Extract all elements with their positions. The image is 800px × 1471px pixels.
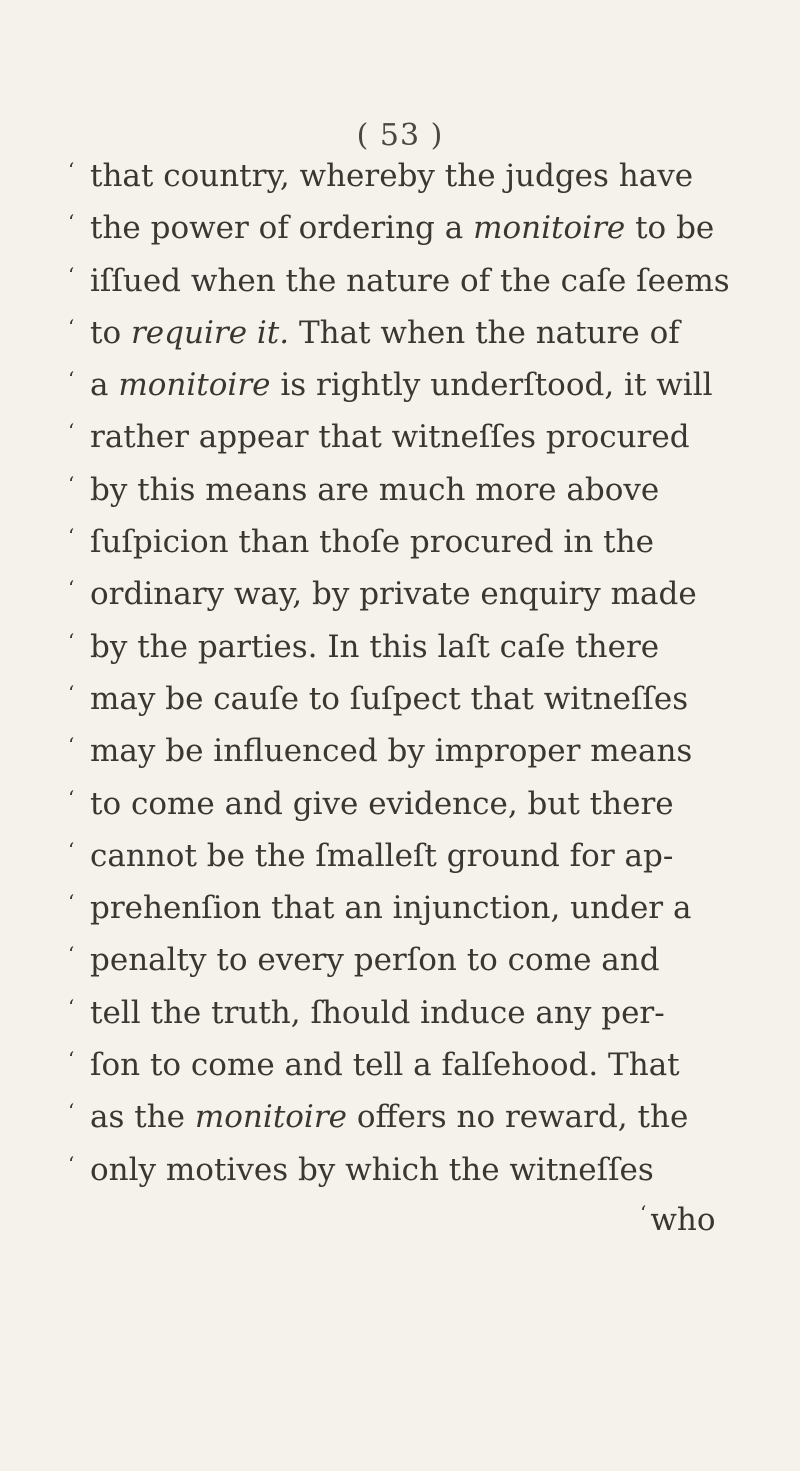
text-line xyxy=(68,987,768,1039)
line-text: penalty to every perſon to come and xyxy=(90,942,660,979)
quote-mark: ‘ xyxy=(68,890,75,915)
text-line xyxy=(68,673,768,725)
quote-mark: ‘ xyxy=(68,471,75,496)
quote-mark: ‘ xyxy=(68,680,75,705)
line-text: rather appear that witneſſes procured xyxy=(90,419,690,456)
line-text-tail: to be xyxy=(625,210,715,247)
line-text: by this means are much more above xyxy=(90,471,660,508)
italic-term: monitoire xyxy=(473,210,626,247)
quote-mark: ‘ xyxy=(68,419,75,444)
line-text: ordinary way, by private enquiry made xyxy=(90,576,697,613)
quote-mark: ‘ xyxy=(68,785,75,810)
line-text: as the xyxy=(90,1099,195,1136)
line-text: prehenſion that an injunction, under a xyxy=(90,890,692,927)
text-line xyxy=(68,359,768,411)
line-text: only motives by which the witneſſes xyxy=(90,1151,654,1188)
line-text: may be cauſe to ſuſpect that witneſſes xyxy=(90,680,689,717)
text-body xyxy=(68,150,768,1196)
text-line xyxy=(68,150,768,202)
quote-mark: ‘ xyxy=(68,210,75,235)
page-number: ( 53 ) xyxy=(356,118,444,153)
line-text-tail: is rightly underſtood, it will xyxy=(270,367,713,404)
line-text: that country, whereby the judges have xyxy=(90,158,694,194)
line-text: a xyxy=(90,367,119,404)
quote-mark: ‘ xyxy=(68,942,75,967)
line-text: to xyxy=(90,314,131,351)
text-line xyxy=(68,778,768,830)
quote-mark: ‘ xyxy=(68,524,75,549)
line-text: to come and give evidence, but there xyxy=(90,785,674,822)
quote-mark: ‘ xyxy=(68,314,75,339)
text-line xyxy=(68,411,768,463)
italic-term: monitoire xyxy=(194,1099,348,1136)
quote-mark: ‘ xyxy=(68,837,75,862)
quote-mark: ‘ xyxy=(68,262,75,287)
quote-mark: ‘ xyxy=(68,1099,75,1124)
quote-mark: ‘ xyxy=(68,1047,75,1072)
quote-mark: ‘ xyxy=(68,576,75,601)
text-line xyxy=(68,1039,768,1091)
text-line xyxy=(68,621,768,673)
text-line xyxy=(68,516,768,568)
line-text-tail: That when the nature of xyxy=(289,314,680,351)
quote-mark: ‘ xyxy=(68,158,75,182)
line-text: may be influenced by improper means xyxy=(90,733,693,770)
text-line xyxy=(68,255,768,307)
text-line xyxy=(68,725,768,777)
text-line xyxy=(68,830,768,882)
line-text: ſon to come and tell a falſehood. That xyxy=(90,1047,680,1084)
text-line xyxy=(68,464,768,516)
quote-mark: ‘ xyxy=(68,1151,75,1176)
quote-mark: ‘ xyxy=(68,367,75,392)
catchword xyxy=(640,1187,716,1246)
quote-mark: ‘ xyxy=(68,733,75,758)
line-text: tell the truth, ſhould induce any per- xyxy=(90,994,665,1031)
line-text: cannot be the ſmalleſt ground for ap- xyxy=(90,837,674,874)
text-line xyxy=(68,1091,768,1143)
text-line xyxy=(68,568,768,620)
catchword-quote: ‘ xyxy=(640,1201,647,1225)
quote-mark: ‘ xyxy=(68,994,75,1019)
line-text: iſſued when the nature of the caſe ſeems xyxy=(90,262,730,299)
line-text: the power of ordering a xyxy=(90,210,474,247)
line-text-tail: offers no reward, the xyxy=(347,1099,689,1136)
quote-mark: ‘ xyxy=(68,628,75,653)
text-line xyxy=(68,202,768,254)
text-line xyxy=(68,882,768,934)
text-line xyxy=(68,307,768,359)
line-text: by the parties. In this laſt caſe there xyxy=(90,628,660,665)
line-text: ſuſpicion than thoſe procured in the xyxy=(90,524,654,561)
text-line xyxy=(68,934,768,986)
italic-term: monitoire xyxy=(118,367,271,404)
italic-term: require it. xyxy=(130,314,290,351)
catchword-text: who xyxy=(650,1202,716,1238)
